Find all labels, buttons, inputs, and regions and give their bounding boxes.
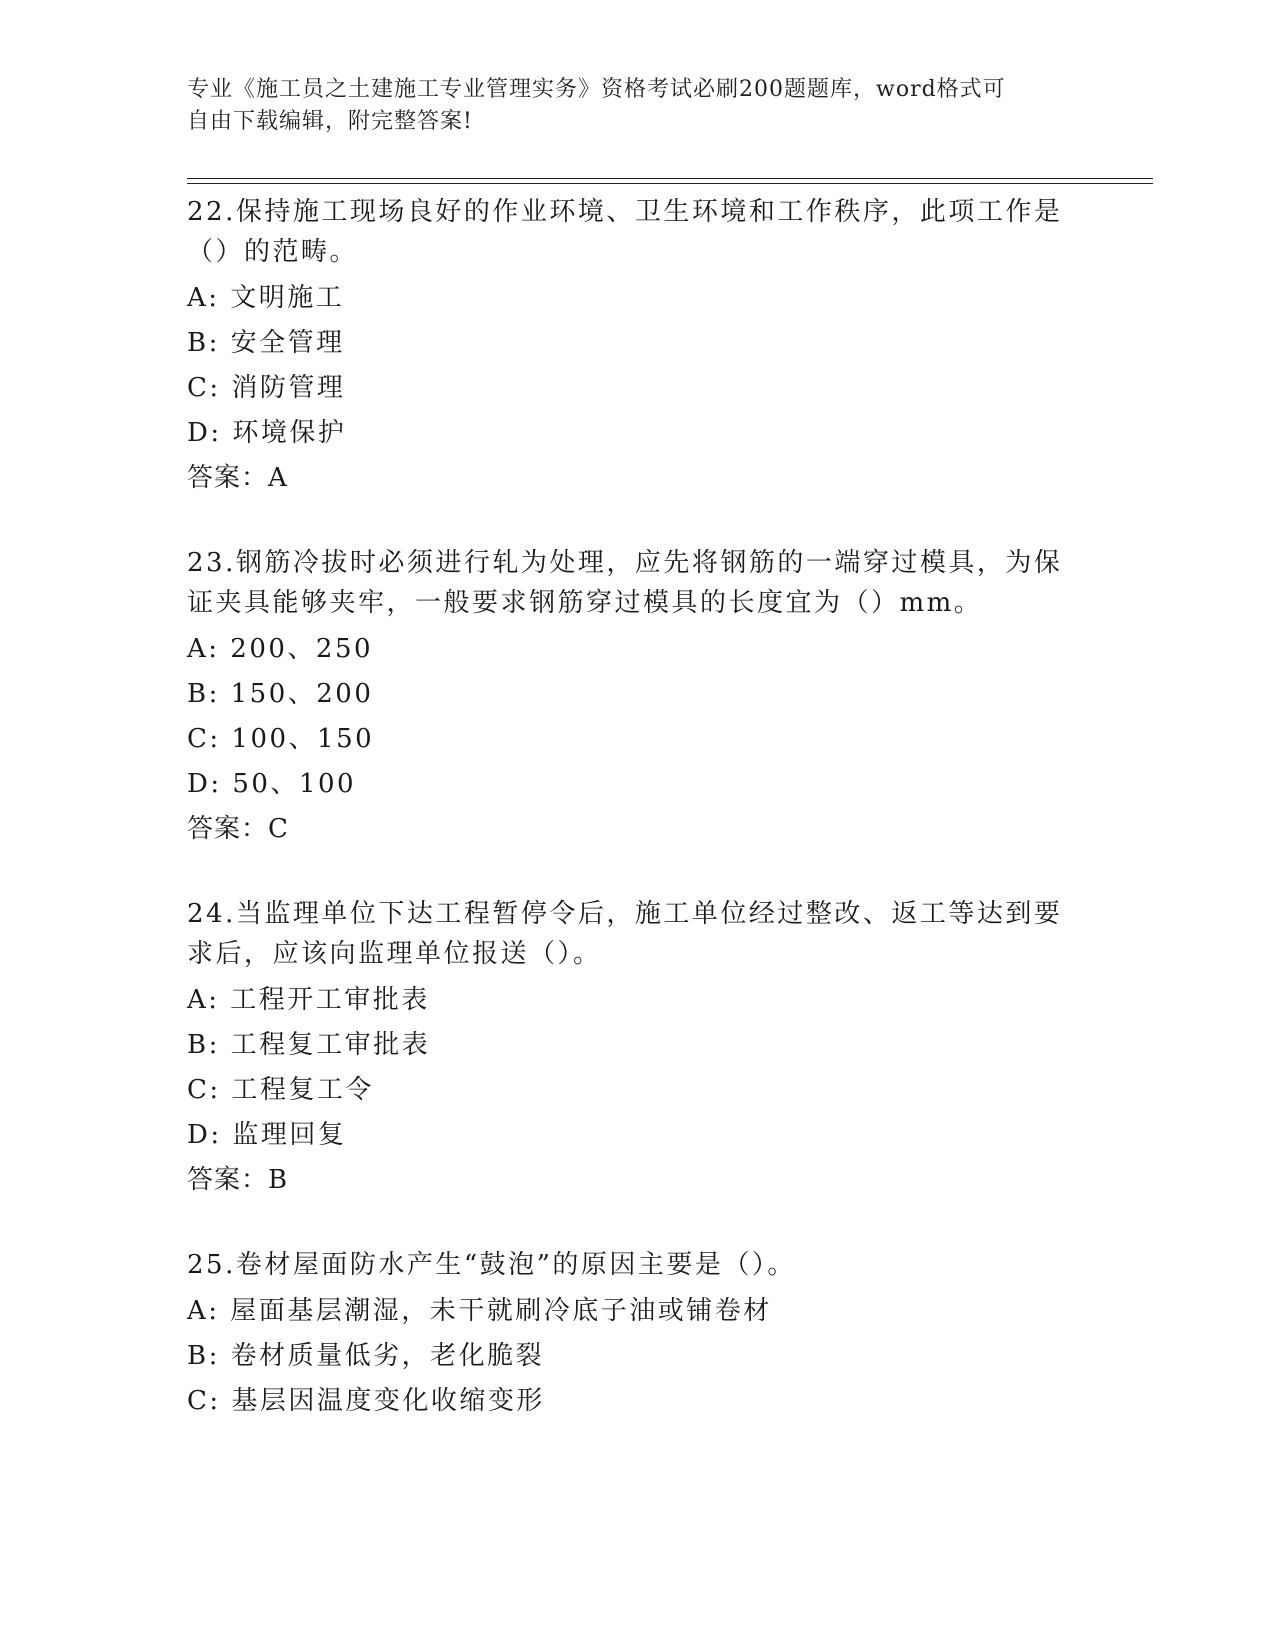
option-a: A: 200、250: [187, 634, 374, 664]
question-24: [187, 894, 1087, 1203]
option-b: B: 工程复工审批表: [187, 1030, 431, 1060]
question-list: [187, 192, 1087, 1466]
answer-line: 答案：B: [187, 1165, 289, 1195]
answer-line: 答案：C: [187, 814, 289, 844]
option-d: D: 监理回复: [187, 1120, 347, 1150]
option-a: A: 屋面基层潮湿，未干就刷冷底子油或铺卷材: [187, 1296, 772, 1326]
question-stem: 23.钢筋冷拔时必须进行轧为处理，应先将钢筋的一端穿过模具，为保证夹具能够夹牢，一般要求钢筋穿过模具的长度宜为（）mm。: [187, 548, 1063, 618]
question-23: [187, 543, 1087, 852]
option-a: A: 文明施工: [187, 283, 345, 313]
header-divider-top: [187, 178, 1153, 179]
question-stem: 24.当监理单位下达工程暂停令后，施工单位经过整改、返工等达到要求后，应该向监理单位报送（）。: [187, 899, 1063, 969]
option-a: A: 工程开工审批表: [187, 985, 430, 1015]
question-stem: 22.保持施工现场良好的作业环境、卫生环境和工作秩序，此项工作是（）的范畴。: [187, 197, 1063, 267]
document-header: [187, 74, 1067, 138]
header-line-1: 专业《施工员之土建施工专业管理实务》资格考试必刷200题题库，word格式可: [187, 77, 1006, 102]
question-stem: 25.卷材屋面防水产生“鼓泡”的原因主要是（）。: [187, 1250, 796, 1280]
option-c: C: 100、150: [187, 724, 375, 754]
header-divider-bottom: [187, 183, 1153, 184]
header-line-2: 自由下载编辑，附完整答案!: [187, 109, 473, 134]
option-b: B: 150、200: [187, 679, 374, 709]
option-b: B: 卷材质量低劣，老化脆裂: [187, 1341, 545, 1371]
option-c: C: 消防管理: [187, 373, 346, 403]
option-c: C: 工程复工令: [187, 1075, 374, 1105]
option-c: C: 基层因温度变化收缩变形: [187, 1386, 545, 1416]
answer-line: 答案：A: [187, 463, 288, 493]
option-d: D: 50、100: [187, 769, 357, 799]
option-d: D: 环境保护: [187, 418, 347, 448]
option-b: B: 安全管理: [187, 328, 345, 358]
question-25: [187, 1245, 1087, 1424]
question-22: [187, 192, 1087, 501]
